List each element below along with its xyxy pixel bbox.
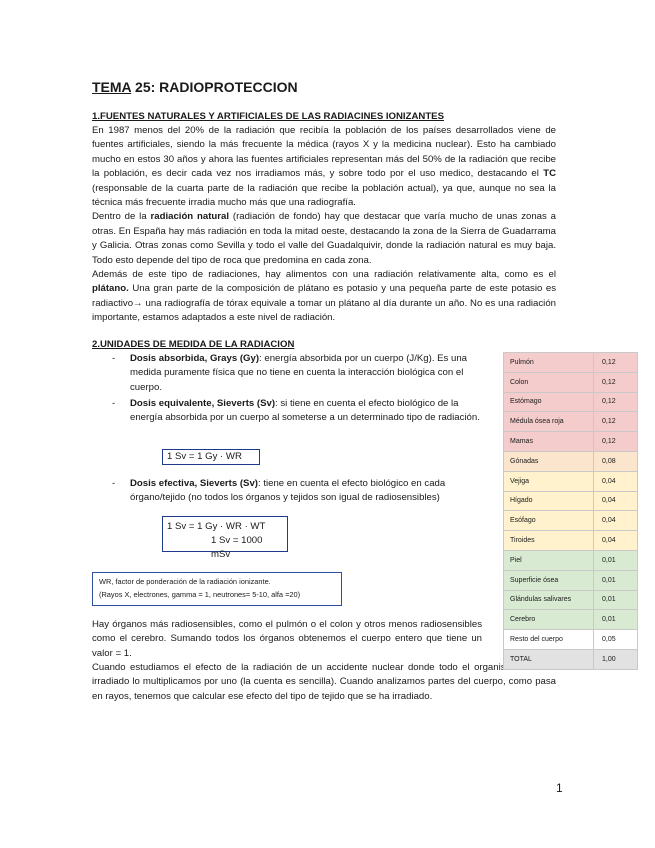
bullet-equivalent-dose: - Dosis equivalente, Sieverts (Sv): si tiene en cuenta el efecto biológico de la energía absorbida por un cuerpo al someterse a un determinado tipo de radiación. — [112, 398, 480, 424]
paragraph-artificial-sources: En 1987 menos del 20% de la radiación que recibía la población de los países desarrollados viene de fuentes artificiales, siendo la más frecuente la médica (rayos X y la medicina nuclear). Esto ha cambiado mucho en estos 30 años y ahora las fuentes artificiales representan más del 50% de la radiación que recibe la población, es decir cada vez nos irradiamos más, y sobre todo por el uso medico, destacando el TC (responsable de la cuarta parte de la radiación que recibe la población actual), ya que, aunque no sea la técnica más frecuente irradia mucho más que una radiografía. — [92, 125, 556, 209]
organ-cell: Colon — [504, 372, 594, 392]
table-row — [504, 392, 638, 412]
weight-cell: 0,04 — [594, 491, 638, 511]
organ-cell: Estómago — [504, 392, 594, 412]
table-row — [504, 649, 638, 669]
weight-cell: 0,12 — [594, 392, 638, 412]
paragraph-natural-radiation: Dentro de la radiación natural (radiación de fondo) hay que destacar que varía mucho de unas zonas a otras. En España hay más radiación en toda la mitad oeste, destacando la zona de la Sierra de Guadarrama y Galicia. Otras zonas como Sevilla y todo el valle del Guadalquivir, donde la radiación natural es muy baja. Todo esto depende del tipo de roca que predomina en cada zona. — [92, 211, 556, 266]
organ-cell: Pulmón — [504, 353, 594, 373]
table-row — [504, 372, 638, 392]
weight-cell: 0,01 — [594, 550, 638, 570]
table-row — [504, 630, 638, 650]
table-row — [504, 570, 638, 590]
page-number: 1 — [556, 781, 563, 795]
weight-cell: 0,01 — [594, 570, 638, 590]
weight-cell: 0,04 — [594, 511, 638, 531]
wr-note-box: WR, factor de ponderación de la radiación ionizante. (Rayos X, electrones, gamma = 1, neutrones= 5-10, alfa =20) — [92, 572, 342, 606]
weight-cell: 0,01 — [594, 590, 638, 610]
formula-effective-dose: 1 Sv = 1 Gy · WR · WT 1 Sv = 1000 mSv — [162, 516, 288, 552]
weight-cell: 0,04 — [594, 531, 638, 551]
organ-cell: Vejiga — [504, 471, 594, 491]
table-row — [504, 491, 638, 511]
weight-cell: 0,08 — [594, 451, 638, 471]
table-row — [504, 412, 638, 432]
weight-cell: 0,01 — [594, 610, 638, 630]
weight-cell: 0,12 — [594, 412, 638, 432]
table-row — [504, 471, 638, 491]
page-title: TEMA 25: RADIOPROTECCION — [92, 79, 298, 95]
paragraph-banana: Además de este tipo de radiaciones, hay alimentos con una radiación relativamente alta, como es el plátano. Una gran parte de la composición de plátano es potasio y una pequeña parte de este potasio es radiactivo→ una radiografía de tórax equivale a tomar un plátano al día durante un año. No es una radiación importante, estamos adaptados a este nivel de radiación. — [92, 269, 556, 324]
bullet-effective-dose: - Dosis efectiva, Sieverts (Sv): tiene en cuenta el efecto biológico en cada órgano/tejido (no todos los órganos y tejidos son igual de radiosensibles) — [112, 478, 446, 504]
table-row — [504, 590, 638, 610]
organ-cell: Tiroides — [504, 531, 594, 551]
weight-cell: 1,00 — [594, 649, 638, 669]
weight-cell: 0,12 — [594, 432, 638, 452]
paragraph-accident-calculation: Cuando estudiamos el efecto de la radiación de un accidente nuclear donde todo el organismo ha sido irradiado lo multiplicamos por uno (la cuenta es sencilla). Cuando analizamos partes del cuerpo, como pasa en rayos, tenemos que calcular ese efecto del tipo de tejido que se ha irradiado. — [92, 662, 556, 702]
paragraph-organ-sensitivity: Hay órganos más radiosensibles, como el pulmón o el colon y otros menos radiosensibles como el cerebro. Sumando todos los órganos obtenemos el cuerpo entero que tiene un valor = 1. — [92, 619, 482, 659]
weight-cell: 0,12 — [594, 353, 638, 373]
organ-cell: Cerebro — [504, 610, 594, 630]
tissue-weighting-table — [503, 352, 638, 670]
organ-cell: Resto del cuerpo — [504, 630, 594, 650]
organ-cell: Superficie ósea — [504, 570, 594, 590]
organ-cell: Hígado — [504, 491, 594, 511]
table-row — [504, 610, 638, 630]
organ-cell: Gónadas — [504, 451, 594, 471]
table-row — [504, 511, 638, 531]
organ-cell: Esófago — [504, 511, 594, 531]
section-1-body — [92, 124, 556, 326]
section-2-heading: 2.UNIDADES DE MEDIDA DE LA RADIACION — [92, 339, 295, 350]
table-row — [504, 531, 638, 551]
organ-cell: Médula ósea roja — [504, 412, 594, 432]
organ-cell: Glándulas salivares — [504, 590, 594, 610]
formula-equivalent-dose: 1 Sv = 1 Gy · WR — [162, 449, 260, 465]
section-1-heading: 1.FUENTES NATURALES Y ARTIFICIALES DE LAS RADIACINES IONIZANTES — [92, 111, 444, 122]
weight-cell: 0,05 — [594, 630, 638, 650]
table-row — [504, 451, 638, 471]
weight-cell: 0,12 — [594, 372, 638, 392]
table-row — [504, 432, 638, 452]
organ-cell: Mamas — [504, 432, 594, 452]
weight-cell: 0,04 — [594, 471, 638, 491]
organ-cell: TOTAL — [504, 649, 594, 669]
table-row — [504, 550, 638, 570]
bullet-absorbed-dose: - Dosis absorbida, Grays (Gy): energía absorbida por un cuerpo (J/Kg). Es una medida puramente física que no tiene en cuenta la interacción biológica con el cuerpo. — [112, 353, 468, 393]
organ-cell: Piel — [504, 550, 594, 570]
table-row — [504, 353, 638, 373]
